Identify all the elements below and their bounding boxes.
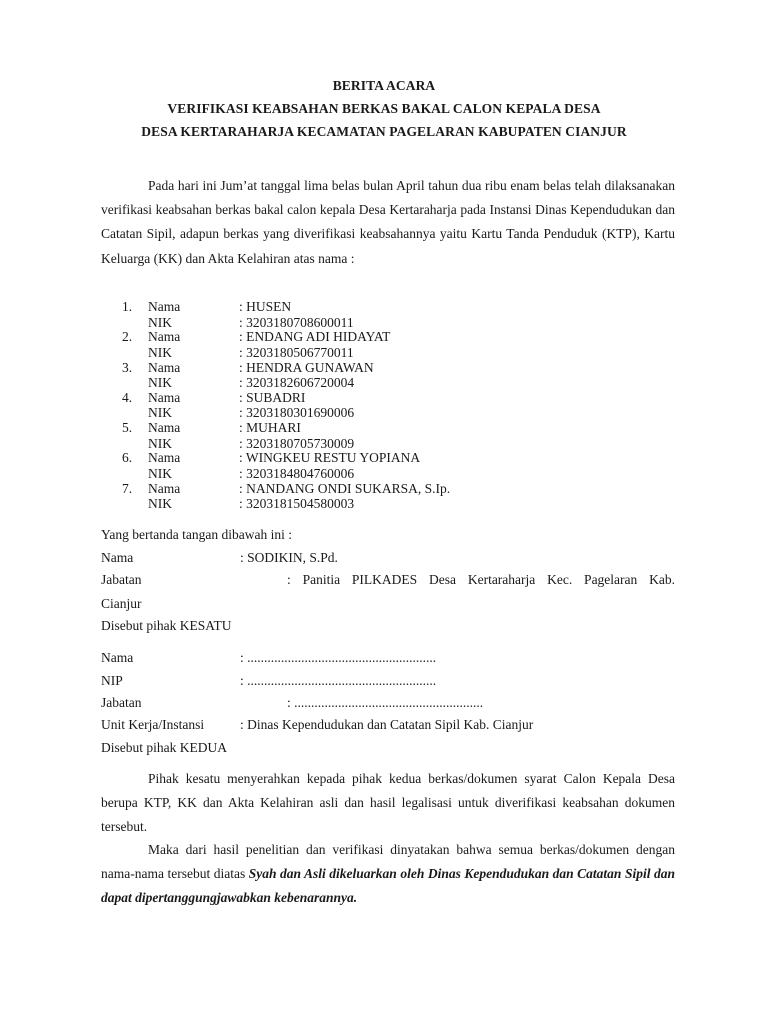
- closing-paragraph-1: Pihak kesatu menyerahkan kepada pihak kedua berkas/dokumen syarat Calon Kepala Desa berupa KTP, KK dan Akta Kelahiran asli dan hasil legalisasi untuk diverifikasi keabsahan dokumen tersebut.: [101, 771, 675, 835]
- pihak2-unit-label: Unit Kerja/Instansi: [101, 717, 205, 732]
- pihak2-unit-row: [101, 717, 681, 735]
- item-number: 1.: [122, 299, 133, 314]
- candidate-list: [122, 299, 682, 511]
- candidate-nik: : 3203180301690006: [239, 405, 355, 421]
- item-number: 5.: [122, 420, 133, 436]
- candidate-nik: : 3203180705730009: [239, 435, 355, 451]
- pihak1-disebut: Disebut pihak KESATU: [101, 618, 232, 633]
- item-number: 3.: [122, 359, 133, 375]
- nik-label: NIK: [148, 405, 172, 421]
- closing-emphasis: Syah dan Asli dikeluarkan oleh Dinas Kependudukan dan Catatan Sipil dan dapat dipertanggungjawabkan kebenarannya.: [101, 866, 675, 906]
- pihak1-jabatan-row: [101, 568, 675, 616]
- candidate-nik: : 3203180506770011: [239, 344, 354, 360]
- candidate-name: : WINGKEU RESTU YOPIANA: [239, 450, 421, 466]
- candidate-name: : ENDANG ADI HIDAYAT: [239, 329, 391, 345]
- signatory-intro: Yang bertanda tangan dibawah ini :: [101, 527, 292, 542]
- pihak2-name-label: Nama: [101, 650, 134, 665]
- item-number: 2.: [122, 329, 133, 345]
- item-number: 4.: [122, 389, 133, 405]
- pihak2-nip-label: NIP: [101, 673, 123, 688]
- candidate-name: : SUBADRI: [239, 389, 306, 405]
- pihak2-nip-value: : ........................................................: [240, 673, 437, 688]
- candidate-name: : HENDRA GUNAWAN: [239, 359, 374, 375]
- nik-label: NIK: [148, 344, 172, 360]
- nik-label: NIK: [148, 465, 172, 481]
- item-number: 6.: [122, 450, 133, 466]
- pihak1-name-row: [101, 550, 681, 568]
- pihak2-disebut: Disebut pihak KEDUA: [101, 740, 227, 755]
- pihak2-jabatan-label: Jabatan: [101, 695, 142, 710]
- candidate-name: : HUSEN: [239, 299, 292, 314]
- pihak1-name-value: : SODIKIN, S.Pd.: [240, 550, 338, 565]
- name-label: Nama: [148, 329, 181, 345]
- candidate-name: : MUHARI: [239, 420, 301, 436]
- candidate-item: [122, 360, 682, 390]
- doc-subtitle-1: VERIFIKASI KEABSAHAN BERKAS BAKAL CALON KEPALA DESA: [167, 101, 601, 116]
- name-label: Nama: [148, 299, 181, 314]
- name-label: Nama: [148, 480, 181, 496]
- name-label: Nama: [148, 389, 181, 405]
- closing-paragraph-2-text: Maka dari hasil penelitian dan verifikasi dinyatakan bahwa semua berkas/dokumen dengan nama-nama tersebut diatas: [101, 842, 675, 882]
- pihak2-name-row: [101, 650, 681, 668]
- candidate-nik: : 3203184804760006: [239, 465, 355, 481]
- doc-subtitle-2: DESA KERTARAHARJA KECAMATAN PAGELARAN KABUPATEN CIANJUR: [141, 124, 627, 139]
- doc-title: BERITA ACARA: [332, 78, 436, 93]
- candidate-item: [122, 450, 682, 480]
- intro-paragraph: Pada hari ini Jum’at tanggal lima belas bulan April tahun dua ribu enam belas telah dilaksanakan verifikasi keabsahan berkas bakal calon kepala Desa Kertaraharja pada Instansi Dinas Kependudukan dan Catatan Sipil, adapun berkas yang diverifikasi keabsahannya yaitu Kartu Tanda Penduduk (KTP), Kartu Keluarga (KK) dan Akta Kelahiran atas nama :: [101, 178, 675, 266]
- name-label: Nama: [148, 420, 181, 436]
- candidate-nik: : 3203180708600011: [239, 314, 354, 330]
- nik-label: NIK: [148, 375, 172, 391]
- closing-paragraph-2: [101, 838, 675, 911]
- name-label: Nama: [148, 450, 181, 466]
- candidate-item: [122, 329, 682, 359]
- candidate-item: [122, 420, 682, 450]
- name-label: Nama: [148, 359, 181, 375]
- pihak2-unit-value: : Dinas Kependudukan dan Catatan Sipil Kab. Cianjur: [240, 717, 534, 732]
- nik-label: NIK: [148, 496, 172, 512]
- pihak1-name-label: Nama: [101, 550, 134, 565]
- candidate-nik: : 3203181504580003: [239, 496, 355, 512]
- item-number: 7.: [122, 480, 133, 496]
- candidate-item: [122, 481, 682, 511]
- pihak1-jabatan-label: Jabatan: [101, 572, 142, 587]
- pihak2-name-value: : ........................................................: [240, 650, 437, 665]
- nik-label: NIK: [148, 314, 172, 330]
- candidate-nik: : 3203182606720004: [239, 375, 355, 391]
- candidate-item: [122, 299, 682, 329]
- pihak1-jabatan-value: : Panitia PILKADES Desa Kertaraharja Kec. Pagelaran Kab.: [287, 572, 675, 587]
- pihak2-jabatan-row: [101, 695, 681, 713]
- candidate-name: : NANDANG ONDI SUKARSA, S.Ip.: [239, 480, 451, 496]
- nik-label: NIK: [148, 435, 172, 451]
- pihak2-jabatan-value: : ........................................................: [287, 695, 484, 710]
- candidate-item: [122, 390, 682, 420]
- pihak1-jabatan-cont: Cianjur: [101, 596, 142, 612]
- pihak2-nip-row: [101, 673, 681, 691]
